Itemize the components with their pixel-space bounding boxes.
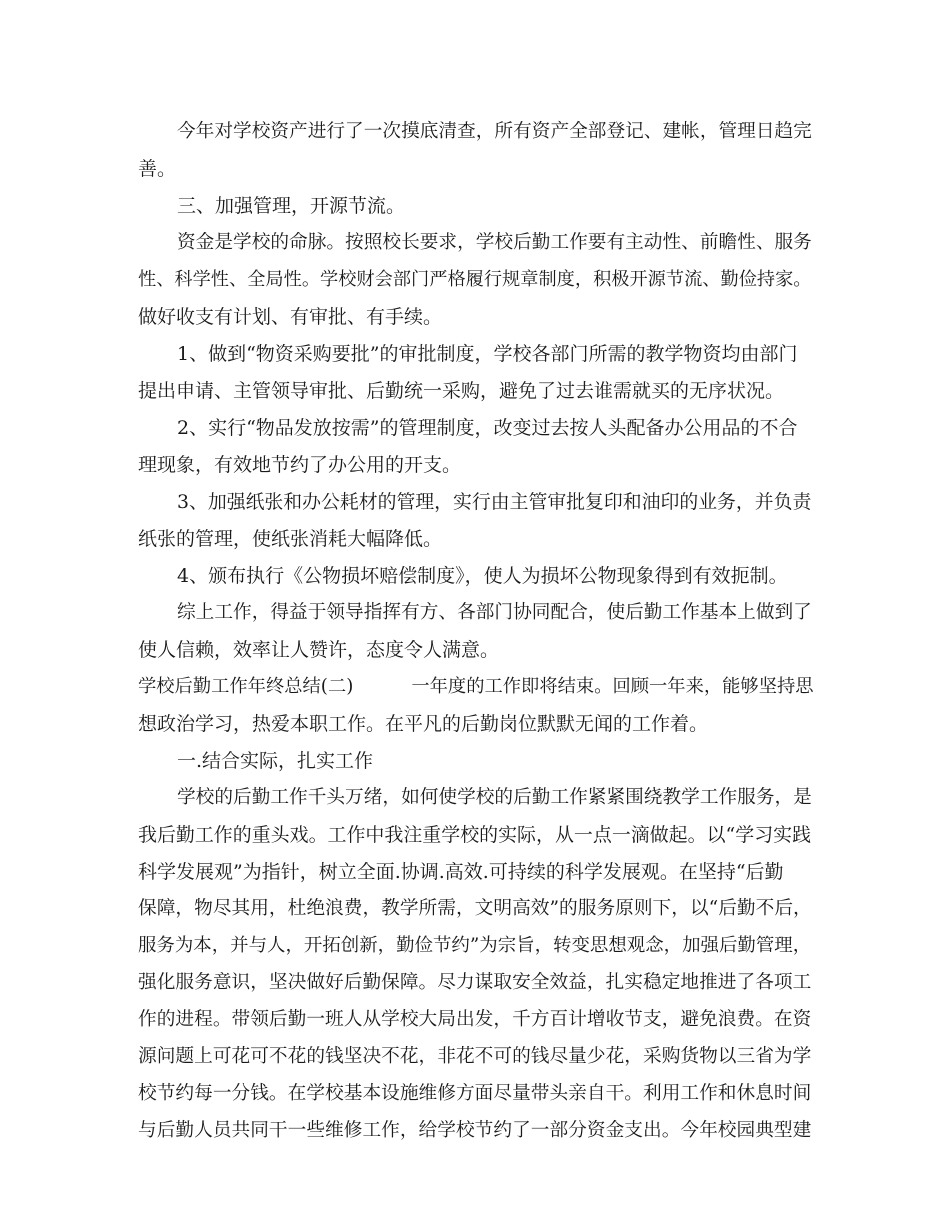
text-line: 使人信赖，效率让人赞许，态度令人满意。 xyxy=(138,639,500,661)
text-line: 科学发展观”为指针，树立全面.协调.高效.可持续的科学发展观。在坚持“后勤 xyxy=(138,861,784,883)
text-line: 强化服务意识，坚决做好后勤保障。尽力谋取安全效益，扎实稳定地推进了各项工 xyxy=(138,972,812,993)
text-line: 1、做到“物资采购要批”的审批制度，学校各部门所需的教学物资均由部门 xyxy=(177,343,798,365)
text-line: 3、加强纸张和办公耗材的管理，实行由主管审批复印和油印的业务，并负责 xyxy=(177,491,812,513)
text-line xyxy=(138,671,814,703)
text-line: 校节约每一分钱。在学校基本设施维修方面尽量带头亲自干。利用工作和休息时间 xyxy=(138,1083,812,1104)
text-line: 与后勤人员共同干一些维修工作，给学校节约了一部分资金支出。今年校园典型建 xyxy=(138,1120,812,1141)
text-line: 性、科学性、全局性。学校财会部门严格履行规章制度，积极开源节流、勤俭持家。 xyxy=(138,269,812,290)
text-line: 综上工作，得益于领导指挥有方、各部门协同配合，使后勤工作基本上做到了 xyxy=(177,602,812,623)
section-heading: 三、加强管理，开源节流。 xyxy=(177,195,406,217)
text-line: 理现象，有效地节约了办公用的开支。 xyxy=(138,454,462,476)
section-heading: 一.结合实际，扎实工作 xyxy=(177,750,374,772)
text-line: 作的进程。带领后勤一班人从学校大局出发，千方百计增收节支，避免浪费。在资 xyxy=(138,1009,812,1030)
text-line: 做好收支有计划、有审批、有手续。 xyxy=(138,306,443,328)
text-line: 学校的后勤工作千头万绪，如何使学校的后勤工作紧紧围绕教学工作服务，是 xyxy=(177,787,812,808)
text-fragment: 一年度的工作即将结束。回顾一年来，能够坚持思 xyxy=(411,676,814,697)
text-line: 我后勤工作的重头戏。工作中我注重学校的实际，从一点一滴做起。以“学习实践 xyxy=(138,824,812,846)
text-line: 服务为本，并与人，开拓创新，勤俭节约”为宗旨，转变思想观念，加强后勤管理， xyxy=(138,935,812,956)
document-subtitle: 学校后勤工作年终总结(二) xyxy=(138,676,354,697)
text-line: 提出申请、主管领导审批、后勤统一采购，避免了过去谁需就买的无序状况。 xyxy=(138,380,785,402)
text-line: 4、颁布执行《公物损坏赔偿制度》，使人为损坏公物现象得到有效扼制。 xyxy=(177,565,788,587)
text-line: 今年对学校资产进行了一次摸底清查，所有资产全部登记、建帐，管理日趋完 xyxy=(177,121,812,142)
text-line: 保障，物尽其用，杜绝浪费，教学所需，文明高效”的服务原则下，以“后勤不后， xyxy=(138,898,812,919)
text-line: 想政治学习，热爱本职工作。在平凡的后勤岗位默默无闻的工作着。 xyxy=(138,713,709,735)
text-line: 源问题上可花可不花的钱坚决不花，非花不可的钱尽量少花，采购货物以三省为学 xyxy=(138,1046,812,1067)
text-line: 纸张的管理，使纸张消耗大幅降低。 xyxy=(138,528,443,550)
text-line: 资金是学校的命脉。按照校长要求，学校后勤工作要有主动性、前瞻性、服务 xyxy=(177,232,812,253)
text-line: 2、实行“物品发放按需”的管理制度，改变过去按人头配备办公用品的不合 xyxy=(177,417,798,439)
text-line: 善。 xyxy=(138,158,177,180)
